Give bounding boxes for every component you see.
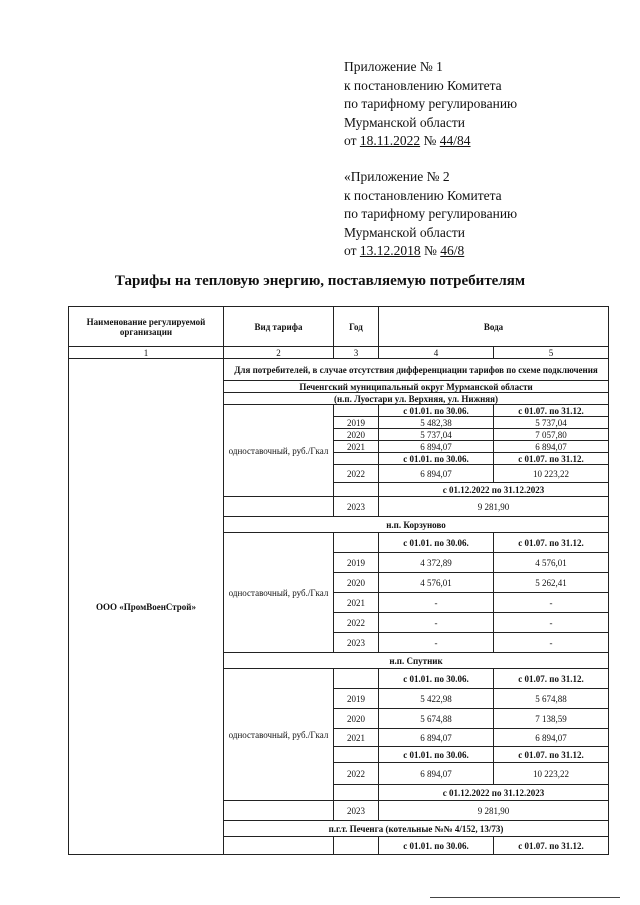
organization-name: ООО «ПромВоенСтрой» — [69, 359, 224, 855]
table-row: 2019 5 422,98 5 674,88 — [69, 689, 609, 709]
period-h1: с 01.01. по 30.06. — [379, 405, 494, 417]
resolution-date-line: от 13.12.2018 № 46/8 — [344, 243, 465, 258]
period-h1: с 01.01. по 30.06. — [379, 747, 494, 763]
resolution-number: 44/84 — [439, 133, 471, 148]
resolution-date: 13.12.2018 — [359, 243, 421, 258]
tariff-type-label: одноставочный, руб./Гкал — [224, 669, 334, 801]
resolution-number: 46/8 — [440, 243, 465, 258]
district-name: Печенгский муниципальный округ Мурманской области — [224, 381, 609, 393]
region-name: Мурманской области — [344, 114, 465, 130]
table-row: 2023 9 281,90 — [69, 801, 609, 821]
table-row: 2020 5 737,04 7 057,80 — [69, 429, 609, 441]
period-dec: с 01.12.2022 по 31.12.2023 — [379, 483, 609, 497]
period-h1: с 01.01. по 30.06. — [379, 533, 494, 553]
table-row: 2021 6 894,07 6 894,07 — [69, 441, 609, 453]
section-place: п.г.т. Печенга (котельные №№ 4/152, 13/73) — [224, 821, 609, 837]
appendix-number: Приложение № 1 — [344, 59, 443, 74]
footer-rule — [430, 897, 620, 898]
appendix-header — [344, 58, 634, 151]
table-row: 2022 - - — [69, 613, 609, 633]
col-header-year: Год — [334, 307, 379, 347]
committee-name: по тарифному регулированию — [344, 206, 518, 221]
region-name: Мурманской области — [344, 224, 465, 240]
period-h2: с 01.07. по 31.12. — [494, 837, 609, 855]
period-h2: с 01.07. по 31.12. — [494, 453, 609, 465]
resolution-ref: к постановлению Комитета — [344, 187, 502, 203]
consumer-note: Для потребителей, в случае отсутствия дифференциации тарифов по схеме подключения — [224, 359, 609, 381]
table-row: 2023 - - — [69, 633, 609, 653]
table-row: 2021 - - — [69, 593, 609, 613]
table-row: 2019 4 372,89 4 576,01 — [69, 553, 609, 573]
col-header-tariff-type: Вид тарифа — [224, 307, 334, 347]
resolution-ref: к постановлению Комитета — [344, 77, 502, 93]
col-number-row: 1 2 3 4 5 — [69, 347, 609, 359]
table-header-row — [69, 307, 609, 347]
table-row: 2022 6 894,07 10 223,22 — [69, 465, 609, 483]
period-h2: с 01.07. по 31.12. — [494, 747, 609, 763]
col-header-water: Вода — [379, 307, 609, 347]
section-place: н.п. Корзуново — [224, 517, 609, 533]
period-h2: с 01.07. по 31.12. — [494, 405, 609, 417]
section-place: (н.п. Луостари ул. Верхняя, ул. Нижняя) — [224, 393, 609, 405]
period-h1: с 01.01. по 30.06. — [379, 837, 494, 855]
original-appendix-header — [344, 168, 634, 261]
period-dec: с 01.12.2022 по 31.12.2023 — [379, 785, 609, 801]
period-h1: с 01.01. по 30.06. — [379, 453, 494, 465]
resolution-date-line: от 18.11.2022 № 44/84 — [344, 133, 471, 148]
period-h1: с 01.01. по 30.06. — [379, 669, 494, 689]
document-title: Тарифы на тепловую энергию, поставляемую потребителям — [114, 273, 526, 289]
table-row: 2023 9 281,90 — [69, 497, 609, 517]
table-row: 2019 5 482,38 5 737,04 — [69, 417, 609, 429]
table-row: 2022 6 894,07 10 223,22 — [69, 763, 609, 785]
period-h2: с 01.07. по 31.12. — [494, 533, 609, 553]
table-row: 2020 5 674,88 7 138,59 — [69, 709, 609, 729]
tariff-table — [68, 306, 609, 855]
period-h2: с 01.07. по 31.12. — [494, 669, 609, 689]
tariff-type-label: одноставочный, руб./Гкал — [224, 533, 334, 653]
col-header-org: Наименование регулируемой организации — [69, 307, 224, 347]
section-place: н.п. Спутник — [224, 653, 609, 669]
table-row: 2021 6 894,07 6 894,07 — [69, 729, 609, 747]
table-row: 2020 4 576,01 5 262,41 — [69, 573, 609, 593]
tariff-type-label: одноставочный, руб./Гкал — [224, 405, 334, 497]
appendix-number: «Приложение № 2 — [344, 169, 450, 184]
committee-name: по тарифному регулированию — [344, 96, 518, 111]
resolution-date: 18.11.2022 — [359, 133, 421, 148]
